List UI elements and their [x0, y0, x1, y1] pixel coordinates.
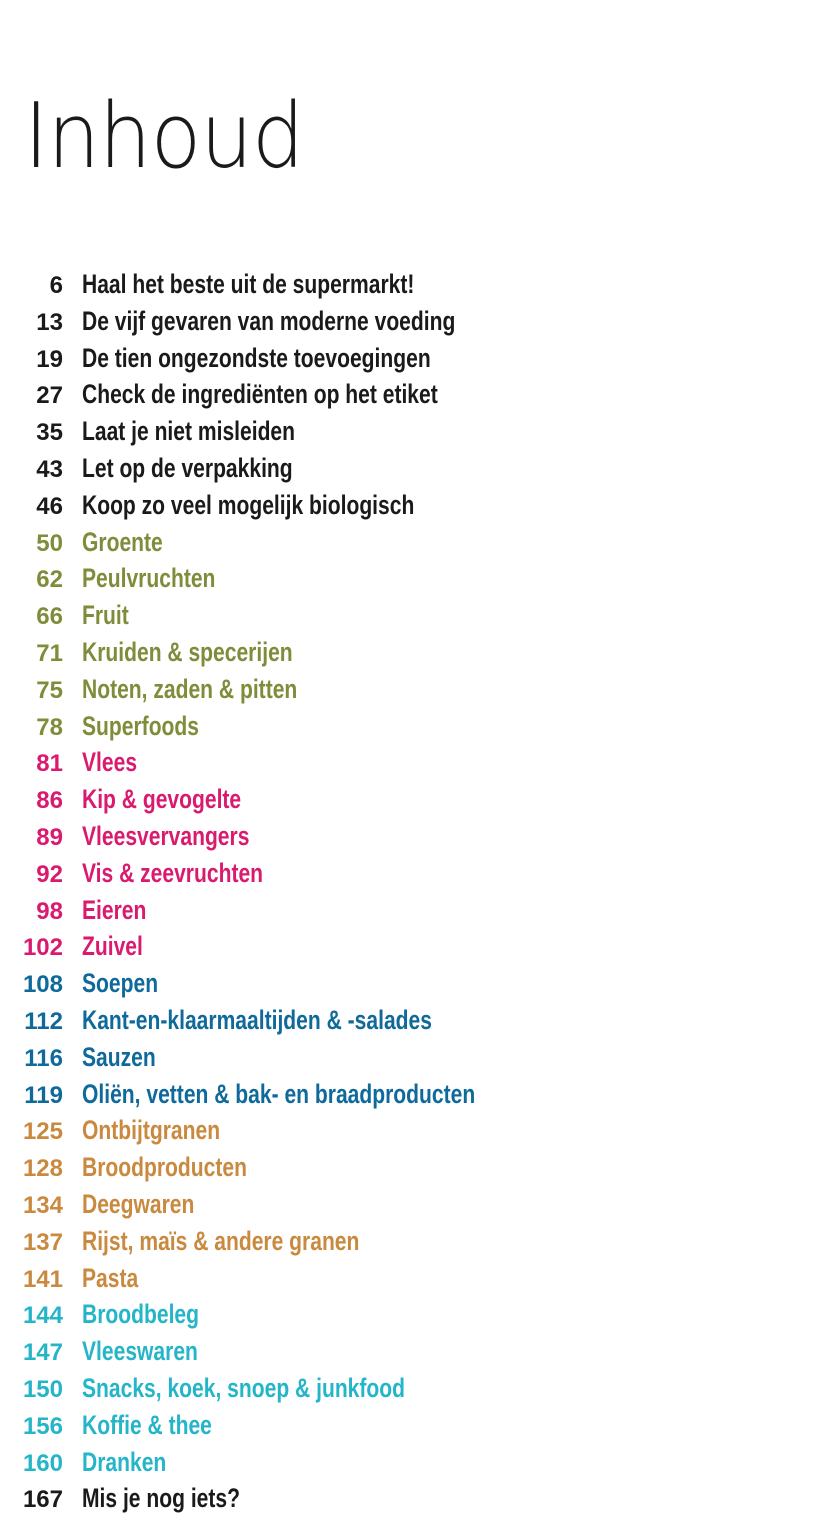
toc-page-number: 35 — [36, 419, 63, 447]
toc-entry-title[interactable]: De tien ongezondste toevoegingen — [82, 342, 431, 373]
toc-entry[interactable] — [0, 1370, 828, 1407]
toc-page-number: 141 — [22, 1265, 63, 1293]
toc-entry[interactable] — [0, 965, 828, 1002]
toc-entry-title[interactable]: Fruit — [82, 600, 129, 631]
toc-page-number: 98 — [36, 897, 63, 925]
toc-entry[interactable] — [0, 413, 828, 450]
toc-entry[interactable] — [0, 1260, 828, 1297]
toc-entry[interactable] — [0, 855, 828, 892]
toc-entry[interactable] — [0, 1444, 828, 1481]
toc-entry-title[interactable]: Koop zo veel mogelijk biologisch — [82, 489, 415, 520]
toc-page-number: 19 — [36, 345, 63, 373]
toc-entry-title[interactable]: Pasta — [82, 1262, 139, 1293]
toc-entry[interactable] — [0, 340, 828, 377]
toc-page-number: 119 — [24, 1081, 63, 1109]
toc-entry-title[interactable]: Snacks, koek, snoep & junkfood — [82, 1372, 406, 1403]
toc-page-number: 75 — [36, 676, 63, 704]
toc-page-number: 66 — [36, 603, 63, 631]
toc-entry[interactable] — [0, 1186, 828, 1223]
toc-entry-title[interactable]: Superfoods — [82, 710, 200, 741]
toc-entry-title[interactable]: Deegwaren — [82, 1188, 195, 1219]
toc-entry[interactable] — [0, 1480, 828, 1517]
toc-page-number: 125 — [22, 1118, 63, 1146]
toc-page-number: 27 — [36, 382, 63, 410]
toc-entry-title[interactable]: Vleeswaren — [82, 1336, 198, 1367]
toc-entry-title[interactable]: Vis & zeevruchten — [82, 857, 264, 888]
toc-page-number: 92 — [36, 860, 63, 888]
toc-page-number: 112 — [24, 1007, 63, 1035]
toc-entry-title[interactable]: Haal het beste uit de supermarkt! — [82, 269, 415, 299]
toc-page-number: 81 — [36, 750, 63, 778]
toc-entry-title[interactable]: Mis je nog iets? — [82, 1483, 240, 1514]
toc-entry-title[interactable]: Ontbijtgranen — [82, 1115, 221, 1146]
toc-entry[interactable] — [0, 303, 828, 340]
toc-entry[interactable] — [0, 928, 828, 965]
toc-entry[interactable] — [0, 708, 828, 745]
toc-entry[interactable] — [0, 1149, 828, 1186]
toc-entry-title[interactable]: Broodbeleg — [82, 1299, 200, 1330]
toc-page-number: 116 — [24, 1044, 63, 1072]
toc-entry-title[interactable]: Zuivel — [82, 931, 143, 962]
toc-page-number: 144 — [22, 1302, 63, 1330]
toc-page-number: 89 — [36, 823, 63, 851]
toc-entry[interactable] — [0, 744, 828, 781]
toc-entry[interactable] — [0, 450, 828, 487]
toc-entry[interactable] — [0, 597, 828, 634]
toc-entry[interactable] — [0, 1333, 828, 1370]
toc-entry-title[interactable]: Laat je niet misleiden — [82, 416, 296, 447]
toc-entry-title[interactable]: Kip & gevogelte — [82, 784, 242, 815]
toc-entry-title[interactable]: Kruiden & specerijen — [82, 636, 293, 667]
toc-page-number: 108 — [22, 971, 63, 999]
toc-entry[interactable] — [0, 1407, 828, 1444]
toc-entry-title[interactable]: Rijst, maïs & andere granen — [82, 1225, 360, 1256]
toc-page-number: 13 — [36, 308, 63, 336]
page-title: Inhoud — [24, 84, 304, 190]
toc-page-number: 102 — [22, 934, 63, 962]
toc-entry[interactable] — [0, 266, 828, 303]
toc-entry[interactable] — [0, 1223, 828, 1260]
toc-entry-title[interactable]: Let op de verpakking — [82, 452, 293, 483]
toc-entry[interactable] — [0, 487, 828, 524]
toc-entry[interactable] — [0, 634, 828, 671]
toc-entry-title[interactable]: Eieren — [82, 894, 147, 925]
toc-entry[interactable] — [0, 781, 828, 818]
toc-entry[interactable] — [0, 818, 828, 855]
toc-entry-title[interactable]: Oliën, vetten & bak- en braadproducten — [82, 1078, 476, 1109]
toc-entry-title[interactable]: De vijf gevaren van moderne voeding — [82, 305, 456, 336]
toc-entry[interactable] — [0, 560, 828, 597]
toc-entry-title[interactable]: Vlees — [82, 747, 138, 778]
toc-page-number: 46 — [36, 492, 63, 520]
toc-entry[interactable] — [0, 376, 828, 413]
toc-entry-title[interactable]: Groente — [82, 526, 163, 557]
toc-page-number: 50 — [36, 529, 63, 557]
toc-page-number: 78 — [36, 713, 63, 741]
toc-entry-title[interactable]: Check de ingrediënten op het etiket — [82, 379, 438, 410]
toc-entry[interactable] — [0, 1112, 828, 1149]
toc-entry-title[interactable]: Kant-en-klaarmaaltijden & -salades — [82, 1004, 432, 1035]
toc-entry-title[interactable]: Dranken — [82, 1446, 167, 1477]
toc-entry[interactable] — [0, 1296, 828, 1333]
toc-entry-title[interactable]: Soepen — [82, 968, 159, 999]
toc-entry-title[interactable]: Vleesvervangers — [82, 820, 250, 851]
toc-entry-title[interactable]: Noten, zaden & pitten — [82, 673, 298, 704]
toc-page-number: 62 — [36, 566, 63, 594]
toc-page-number: 167 — [22, 1486, 63, 1514]
toc-entry[interactable] — [0, 671, 828, 708]
toc-page-number: 137 — [22, 1228, 63, 1256]
toc-page-number: 128 — [22, 1155, 63, 1183]
toc-entry[interactable] — [0, 892, 828, 929]
toc-page-number: 134 — [22, 1191, 63, 1219]
toc-entry-title[interactable]: Sauzen — [82, 1041, 156, 1072]
toc-entry[interactable] — [0, 1002, 828, 1039]
toc-page-number: 86 — [36, 787, 63, 815]
toc-entry[interactable] — [0, 524, 828, 561]
toc-entry-title[interactable]: Peulvruchten — [82, 563, 216, 594]
toc-page-number: 160 — [22, 1449, 63, 1477]
toc-entry-title[interactable]: Broodproducten — [82, 1152, 247, 1183]
toc-page-number: 43 — [36, 455, 63, 483]
toc-page-number: 150 — [22, 1375, 63, 1403]
toc-entry[interactable] — [0, 1076, 828, 1113]
toc-page-number: 147 — [22, 1339, 63, 1367]
toc-page-number: 156 — [22, 1412, 63, 1440]
toc-page-number: 6 — [49, 272, 63, 299]
toc-entry[interactable] — [0, 1039, 828, 1076]
toc-page-number: 71 — [36, 639, 63, 667]
table-of-contents — [0, 266, 828, 1517]
toc-entry-title[interactable]: Koffie & thee — [82, 1409, 212, 1440]
